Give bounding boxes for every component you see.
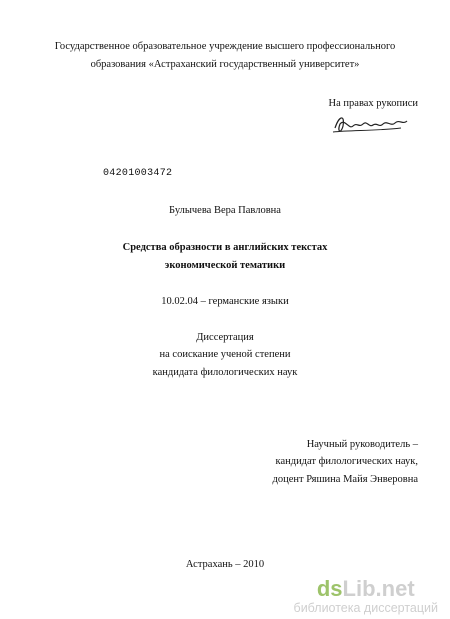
author-name: Булычева Вера Павловна <box>169 205 281 216</box>
place-and-year: Астрахань – 2010 <box>185 559 265 570</box>
watermark-subtitle: библиотека диссертаций <box>293 601 438 615</box>
supervisor-line-3: доцент Ряшина Майя Энверовна <box>272 474 418 485</box>
degree-line-1: Диссертация <box>196 332 254 343</box>
handwritten-signature <box>331 110 411 138</box>
watermark-logo-rest: Lib.net <box>342 576 415 601</box>
dslib-watermark <box>294 577 438 615</box>
title-line-2: экономической тематики <box>164 260 286 271</box>
title-line-1: Средства образности в английских текстах <box>122 242 328 253</box>
watermark-logo <box>294 577 438 601</box>
manuscript-rights-label: На правах рукописи <box>328 98 418 109</box>
specialty-code: 10.02.04 – германские языки <box>161 296 289 307</box>
document-code: 04201003472 <box>103 168 173 179</box>
institution-line-1: Государственное образовательное учреждение высшего профессионального <box>54 41 396 52</box>
degree-line-2: на соискание ученой степени <box>159 349 291 360</box>
institution-line-2: образования «Астраханский государственный университет» <box>90 59 360 70</box>
supervisor-line-2: кандидат филологических наук, <box>275 456 418 467</box>
supervisor-line-1: Научный руководитель – <box>306 439 418 450</box>
degree-line-3: кандидата филологических наук <box>152 367 298 378</box>
watermark-logo-ds: ds <box>316 576 343 601</box>
